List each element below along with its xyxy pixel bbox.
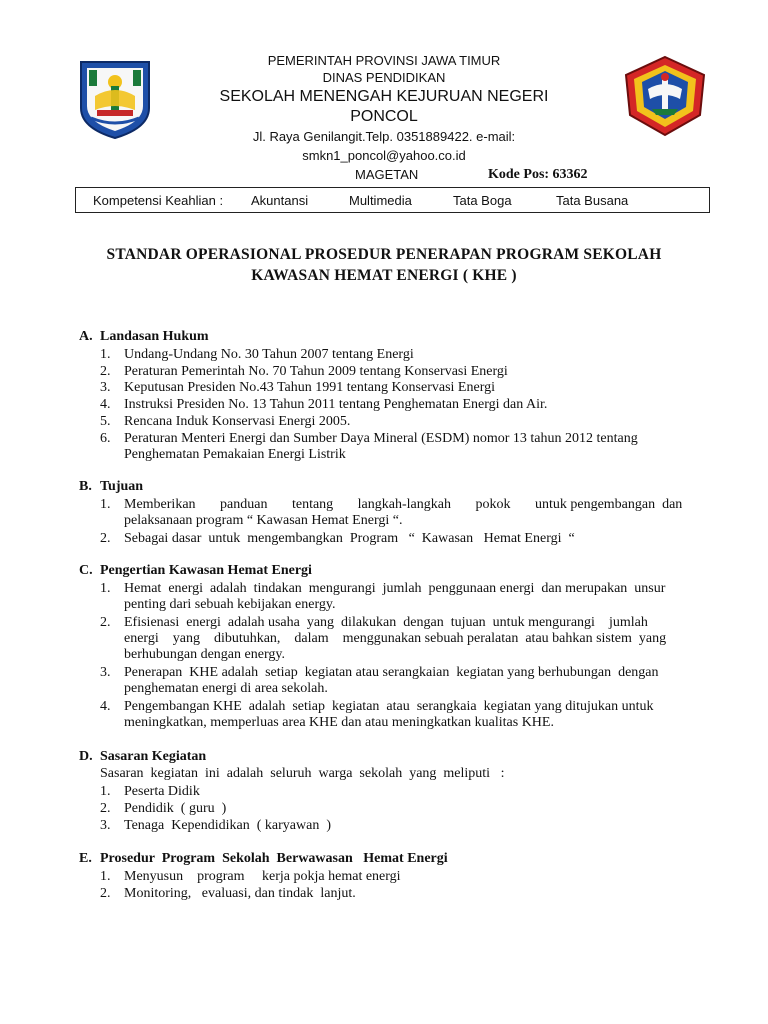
list-item-continuation: energi yang dibutuhkan, dalam menggunakan sebuah peralatan atau bahkan sistem yang <box>124 631 667 646</box>
document-title-line2: KAWASAN HEMAT ENERGI ( KHE ) <box>251 267 517 284</box>
kompetensi-item: Tata Busana <box>556 193 629 208</box>
list-item-continuation: Penghematan Pemakaian Energi Listrik <box>124 447 346 462</box>
kompetensi-keahlian-box <box>75 187 710 213</box>
kompetensi-item: Tata Boga <box>453 193 512 208</box>
province-name: PEMERINTAH PROVINSI JAWA TIMUR <box>267 53 501 68</box>
school-name-line2: PONCOL <box>350 108 418 125</box>
school-address: Jl. Raya Genilangit.Telp. 0351889422. e-mail: <box>252 129 516 144</box>
kompetensi-label: Kompetensi Keahlian : <box>93 193 224 208</box>
school-name-line1: SEKOLAH MENENGAH KEJURUAN NEGERI <box>219 88 549 105</box>
list-item-continuation: penting dari sebuah kebijakan energy. <box>124 597 336 612</box>
postal-code: Kode Pos: 63362 <box>488 167 588 182</box>
list-item-continuation: berhubungan dengan energy. <box>124 647 285 662</box>
school-city: MAGETAN <box>355 167 419 182</box>
document-title-line1: STANDAR OPERASIONAL PROSEDUR PENERAPAN PROGRAM SEKOLAH <box>106 246 662 263</box>
kompetensi-item: Akuntansi <box>251 193 309 208</box>
section-d-intro: Sasaran kegiatan ini adalah seluruh warga sekolah yang meliputi : <box>100 766 505 781</box>
school-email: smkn1_poncol@yahoo.co.id <box>302 148 466 163</box>
list-item-continuation: meningkatkan, memperluas area KHE dan atau meningkatkan kualitas KHE. <box>124 715 554 730</box>
kompetensi-item: Multimedia <box>349 193 412 208</box>
department-name: DINAS PENDIDIKAN <box>322 70 446 85</box>
list-item-continuation: pelaksanaan program “ Kawasan Hemat Energi “. <box>124 513 403 528</box>
list-item-continuation: penghematan energi di area sekolah. <box>124 681 328 696</box>
